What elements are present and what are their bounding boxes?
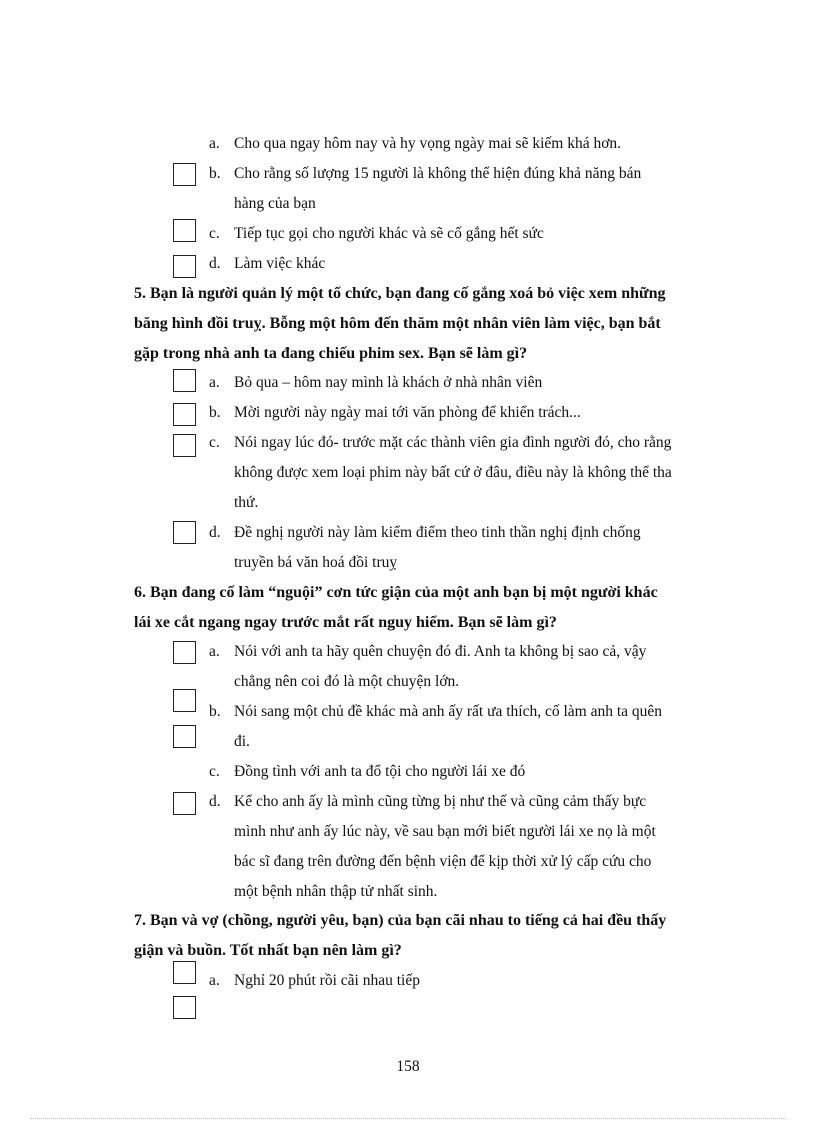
page-number: 158 [396, 1058, 420, 1075]
option-letter: b. [209, 404, 221, 421]
answer-checkbox[interactable] [173, 641, 196, 664]
answer-checkbox[interactable] [173, 689, 196, 712]
option-text: mình như anh ấy lúc này, về sau bạn mới biết người lái xe nọ là một [234, 823, 656, 840]
option-letter: c. [209, 434, 220, 451]
option-letter: c. [209, 225, 220, 242]
answer-checkbox[interactable] [173, 961, 196, 984]
option-text: không được xem loại phim này bất cứ ở đâu, điều này là không thể tha [234, 464, 672, 481]
option-text: Đề nghị người này làm kiểm điểm theo tinh thần nghị định chống [234, 524, 641, 541]
option-text: Cho qua ngay hôm nay và hy vọng ngày mai sẽ kiếm khá hơn. [234, 135, 622, 152]
answer-checkbox[interactable] [173, 369, 196, 392]
option-letter: d. [209, 255, 221, 272]
answer-checkbox[interactable] [173, 996, 196, 1019]
option-text: Làm việc khác [234, 255, 326, 272]
answer-checkbox[interactable] [173, 521, 196, 544]
answer-checkbox[interactable] [173, 163, 196, 186]
question-text: 6. Bạn đang cố làm “nguội” cơn tức giận của một anh bạn bị một người khác [134, 584, 658, 601]
option-text: bác sĩ đang trên đường đến bệnh viện để kịp thời xử lý cấp cứu cho [234, 853, 652, 870]
option-text: truyền bá văn hoá đồi truỵ [234, 554, 398, 571]
question-text: giận và buồn. Tốt nhất bạn nên làm gì? [134, 942, 402, 959]
option-text: Mời người này ngày mai tới văn phòng để khiển trách... [234, 404, 581, 421]
option-text: một bệnh nhân thập tử nhất sinh. [234, 883, 438, 900]
option-letter: a. [209, 643, 220, 660]
question-text: 5. Bạn là người quản lý một tổ chức, bạn đang cố gắng xoá bỏ việc xem những [134, 285, 666, 302]
option-text: hàng của bạn [234, 195, 316, 212]
option-text: Kể cho anh ấy là mình cũng từng bị như thế và cũng cảm thấy bực [234, 793, 647, 810]
option-letter: a. [209, 972, 220, 989]
option-text: chẳng nên coi đó là một chuyện lớn. [234, 673, 460, 690]
option-text: Cho rằng số lượng 15 người là không thể hiện đúng khả năng bán [234, 165, 642, 182]
option-text: thứ. [234, 494, 259, 511]
question-text: lái xe cắt ngang ngay trước mắt rất nguy hiểm. Bạn sẽ làm gì? [134, 614, 557, 631]
answer-checkbox[interactable] [173, 255, 196, 278]
answer-checkbox[interactable] [173, 219, 196, 242]
question-text: 7. Bạn và vợ (chồng, người yêu, bạn) của bạn cãi nhau to tiếng cả hai đều thấy [134, 912, 667, 929]
option-letter: b. [209, 703, 221, 720]
option-letter: b. [209, 165, 221, 182]
option-letter: a. [209, 135, 220, 152]
answer-checkbox[interactable] [173, 434, 196, 457]
option-letter: d. [209, 793, 221, 810]
option-text: Nói với anh ta hãy quên chuyện đó đi. Anh ta không bị sao cả, vậy [234, 643, 647, 660]
page-bottom-divider [30, 1118, 786, 1119]
option-letter: d. [209, 524, 221, 541]
answer-checkbox[interactable] [173, 403, 196, 426]
option-text: Bỏ qua – hôm nay mình là khách ở nhà nhân viên [234, 374, 543, 391]
answer-checkbox[interactable] [173, 792, 196, 815]
option-text: Nghỉ 20 phút rồi cãi nhau tiếp [234, 972, 420, 989]
option-letter: c. [209, 763, 220, 780]
option-text: Đồng tình với anh ta đổ tội cho người lái xe đó [234, 763, 526, 780]
option-letter: a. [209, 374, 220, 391]
question-text: gặp trong nhà anh ta đang chiếu phim sex. Bạn sẽ làm gì? [134, 345, 528, 362]
answer-checkbox[interactable] [173, 725, 196, 748]
option-text: Nói ngay lúc đó- trước mặt các thành viên gia đình người đó, cho rằng [234, 434, 672, 451]
option-text: Nói sang một chủ đề khác mà anh ấy rất ưa thích, cố làm anh ta quên [234, 703, 663, 720]
option-text: Tiếp tục gọi cho người khác và sẽ cố gắng hết sức [234, 225, 544, 242]
option-text: đi. [234, 733, 250, 750]
question-text: băng hình đồi truỵ. Bỗng một hôm đến thăm một nhân viên làm việc, bạn bắt [134, 315, 661, 332]
